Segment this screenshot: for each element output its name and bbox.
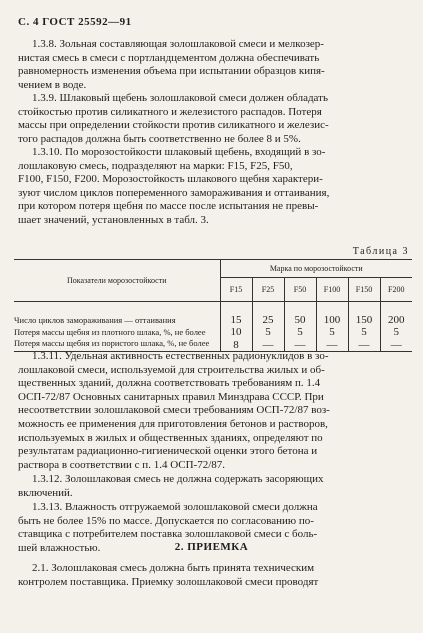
text-line: можность ее применения для приготовления бетонов и растворов,	[18, 417, 328, 430]
table-cell: 25	[252, 302, 284, 327]
row-label: Потеря массы щебня из пористого шлака, %, не более	[14, 338, 220, 352]
paragraph-1-3-9	[18, 92, 410, 146]
column-header-indicator: Показатели морозостойкости	[14, 260, 220, 302]
table-cell: 50	[284, 302, 316, 327]
text-line: зуют числом циклов попеременного замораживания и оттаивания,	[18, 186, 330, 199]
table-cell: 150	[348, 302, 380, 327]
text-line: быть не более 15% по массе. Допускается по согласованию по-	[18, 514, 314, 527]
table-caption: Таблица 3	[352, 246, 409, 257]
table-row	[14, 326, 412, 338]
grade-header: F150	[348, 278, 380, 302]
grade-header: F15	[220, 278, 252, 302]
text-line: шей влажностью.	[18, 541, 101, 554]
text-line: того распадов должна быть соответственно не более 8 и 5%.	[18, 132, 301, 145]
table-cell: 5	[284, 326, 316, 338]
text-line: массы при определении стойкости против силикатного и железис-	[18, 119, 329, 132]
row-label: Число циклов замораживания — оттаивания	[14, 315, 176, 325]
paragraph-1-3-12	[18, 473, 410, 500]
table-cell: 100	[316, 302, 348, 327]
text-line: результатам радиационно-гигиенической оценки этого бетона и	[18, 445, 318, 458]
column-header-grades: Марка по морозостойкости	[220, 260, 412, 278]
table-cell: —	[348, 338, 380, 352]
text-line: ОСП-72/87 Основных санитарных правил Минздрава СССР. При	[18, 390, 324, 403]
text-line: стойкостью против силикатного и железистого распадов. Потеря	[18, 105, 322, 118]
paragraph-1-3-10	[18, 146, 410, 228]
text-line: 1.3.11. Удельная активность естественных радионуклидов в зо-	[32, 350, 329, 362]
grade-header: F50	[284, 278, 316, 302]
text-line: несоответствии золошлаковой смеси требованиям ОСП-72/87 воз-	[18, 404, 330, 417]
paragraph-1-3-11	[18, 350, 410, 472]
text-line: при котором потеря щебня по массе после испытания не превы-	[18, 200, 319, 213]
text-line: F100, F150, F200. Морозостойкость шлакового щебня характери-	[18, 173, 323, 186]
text-line: 1.3.8. Зольная составляющая золошлаковой смеси и мелкозер-	[32, 38, 324, 50]
text-line: равномерность изменения объема при испытании образцов кипя-	[18, 65, 325, 78]
text-line: шает значений, установленных в табл. 3.	[18, 213, 209, 226]
table-header-row	[14, 260, 412, 278]
text-line: 1.3.13. Влажность отгружаемой золошлаковой смеси должна	[32, 501, 318, 513]
text-line: раствора в соответствии с п. 1.4 ОСП-72/87.	[18, 458, 226, 471]
text-line: 2.1. Золошлаковая смесь должна быть принята техническим	[32, 562, 315, 574]
text-line: включений.	[18, 486, 73, 499]
table-cell: 15	[220, 302, 252, 327]
text-line: используемых в жилых и общественных зданиях, определяют по	[18, 431, 323, 444]
grade-header: F25	[252, 278, 284, 302]
table-cell: —	[284, 338, 316, 352]
row-label: Потеря массы щебня из плотного шлака, %, не более	[14, 327, 206, 337]
table-cell: 200	[380, 302, 412, 327]
paragraph-1-3-8	[18, 38, 410, 92]
table-cell: —	[316, 338, 348, 352]
table-cell: 5	[252, 326, 284, 338]
grade-header: F200	[380, 278, 412, 302]
table-cell: 5	[380, 326, 412, 338]
table-cell: —	[380, 338, 412, 352]
grade-header: F100	[316, 278, 348, 302]
table-cell: 5	[316, 326, 348, 338]
text-line: щественных зданий, должна соответствовать требованиям п. 1.4	[18, 377, 321, 390]
table-cell: —	[252, 338, 284, 352]
text-line: чением в воде.	[18, 78, 87, 91]
text-line: лошлаковую смесь, подразделяют на марки: F15, F25, F50,	[18, 159, 293, 172]
table-cell: 10	[220, 326, 252, 338]
page-header: С. 4 ГОСТ 25592—91	[18, 16, 132, 28]
table-cell: 8	[220, 338, 252, 352]
table-cell: 5	[348, 326, 380, 338]
text-line: 1.3.9. Шлаковый щебень золошлаковой смеси должен обладать	[32, 92, 328, 104]
text-line: контролем поставщика. Приемку золошлаковой смеси проводят	[18, 575, 319, 588]
frost-resistance-table	[14, 259, 412, 352]
text-line: ставщика с потребителем поставка золошлаковой смеси с боль-	[18, 528, 318, 541]
paragraph-2-1	[18, 562, 410, 589]
text-line: лошлаковой смеси, используемой для строительства жилых и об-	[18, 363, 325, 376]
text-line: 1.3.12. Золошлаковая смесь не должна содержать засоряющих	[32, 473, 324, 485]
table-row	[14, 302, 412, 327]
text-line: 1.3.10. По морозостойкости шлаковый щебень, входящий в зо-	[32, 146, 326, 158]
section-title: 2. ПРИЕМКА	[174, 541, 249, 553]
text-line: нистая смесь в смеси с портландцементом должна обеспечивать	[18, 51, 320, 64]
